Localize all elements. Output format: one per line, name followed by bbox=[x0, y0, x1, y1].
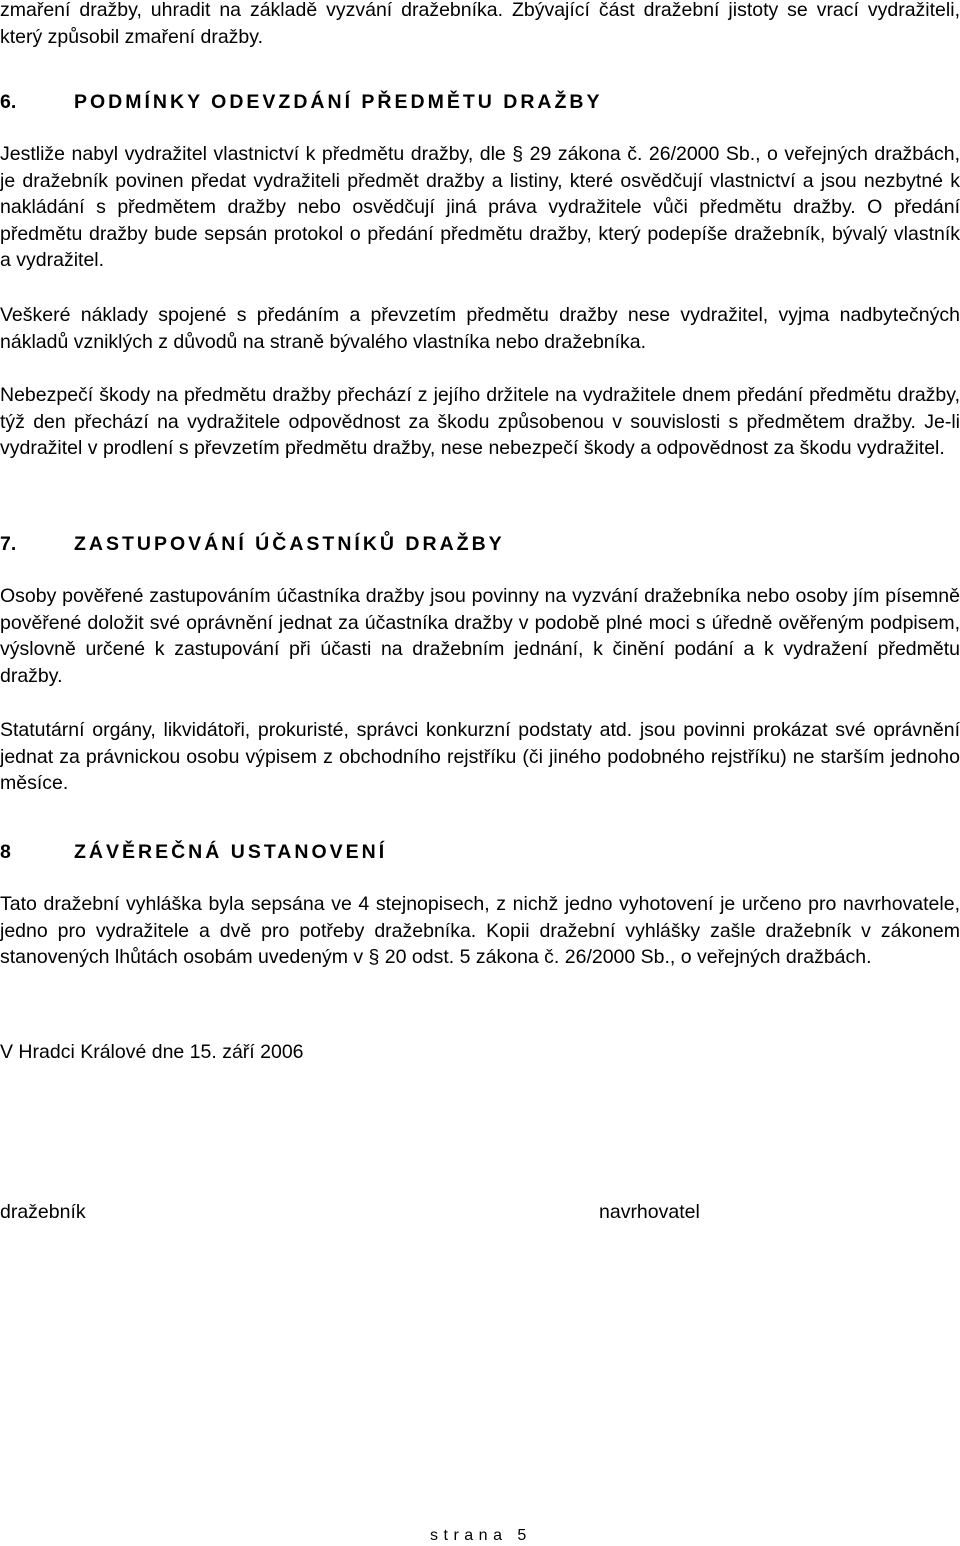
section-number: 8 bbox=[0, 841, 11, 863]
signature-proposer: navrhovatel bbox=[599, 1201, 700, 1223]
paragraph-risk-of-damage: Nebezpečí škody na předmětu dražby přechází z jejího držitele na vydražitele dnem předání předmětu dražby, týž den přechází na vydražitele odpovědnost za škodu způsobenou v souvislosti s předmětem dražby. Je-li vydražitel v prodlení s převzetím předmětu dražby, nese nebezpečí škody a odpovědnost za škodu vydražitel. bbox=[0, 384, 960, 459]
section-number: 7. bbox=[0, 533, 17, 555]
section-number: 6. bbox=[0, 91, 17, 113]
section-title: ZASTUPOVÁNÍ ÚČASTNÍKŮ DRAŽBY bbox=[74, 533, 505, 555]
paragraph-statutory-bodies: Statutární orgány, likvidátoři, prokuristé, správci konkurzní podstaty atd. jsou povinni prokázat své oprávnění jednat za právnickou osobu výpisem z obchodního rejstříku (či jiného podobného rejstříku) ne starším jednoho měsíce. bbox=[0, 719, 960, 794]
signature-auctioneer: dražebník bbox=[0, 1201, 86, 1223]
section-heading-7 bbox=[0, 531, 960, 557]
section-title: ZÁVĚREČNÁ USTANOVENÍ bbox=[74, 841, 388, 863]
paragraph-auction-frustration-end: zmaření dražby, uhradit na základě vyzvání dražebníka. Zbývající část dražební jistoty se vrací vydražiteli, který způsobil zmaření dražby. bbox=[0, 0, 960, 48]
section-heading-6 bbox=[0, 89, 960, 115]
paragraph-representation: Osoby pověřené zastupováním účastníka dražby jsou povinny na vyzvání dražebníka nebo osoby jím písemně pověřené doložit své oprávnění jednat za účastníka dražby v podobě plné moci s úředně ověřeným podpisem, výslovně určené k zastupování při účasti na dražebním jednání, k činění podání a k vydražení předmětu dražby. bbox=[0, 585, 960, 687]
paragraph-handover-of-subject: Jestliže nabyl vydražitel vlastnictví k předmětu dražby, dle § 29 zákona č. 26/2000 Sb., o veřejných dražbách, je dražebník povinen předat vydražiteli předmět dražby a listiny, které osvědčují vlastnictví a jsou nezbytné k nakládání s předmětem dražby nebo osvědčují jiná práva vydražitele vůči předmětu dražby. O předání předmětu dražby bude sepsán protokol o předání předmětu dražby, který podepíše dražebník, bývalý vlastník a vydražitel. bbox=[0, 143, 960, 271]
paragraph-copies: Tato dražební vyhláška byla sepsána ve 4 stejnopisech, z nichž jedno vyhotovení je určeno pro navrhovatele, jedno pro vydražitele a dvě pro potřeby dražebníka. Kopii dražební vyhlášky zašle dražebník v zákonem stanovených lhůtách osobám uvedeným v § 20 odst. 5 zákona č. 26/2000 Sb., o veřejných dražbách. bbox=[0, 893, 960, 968]
paragraph-handover-costs: Veškeré náklady spojené s předáním a převzetím předmětu dražby nese vydražitel, vyjma nadbytečných nákladů vzniklých z důvodů na straně bývalého vlastníka nebo dražebníka. bbox=[0, 304, 960, 353]
section-title: PODMÍNKY ODEVZDÁNÍ PŘEDMĚTU DRAŽBY bbox=[74, 91, 603, 113]
section-heading-8 bbox=[0, 839, 960, 865]
place-and-date: V Hradci Králové dne 15. září 2006 bbox=[0, 1041, 304, 1063]
page-number: strana 5 bbox=[430, 1527, 532, 1544]
